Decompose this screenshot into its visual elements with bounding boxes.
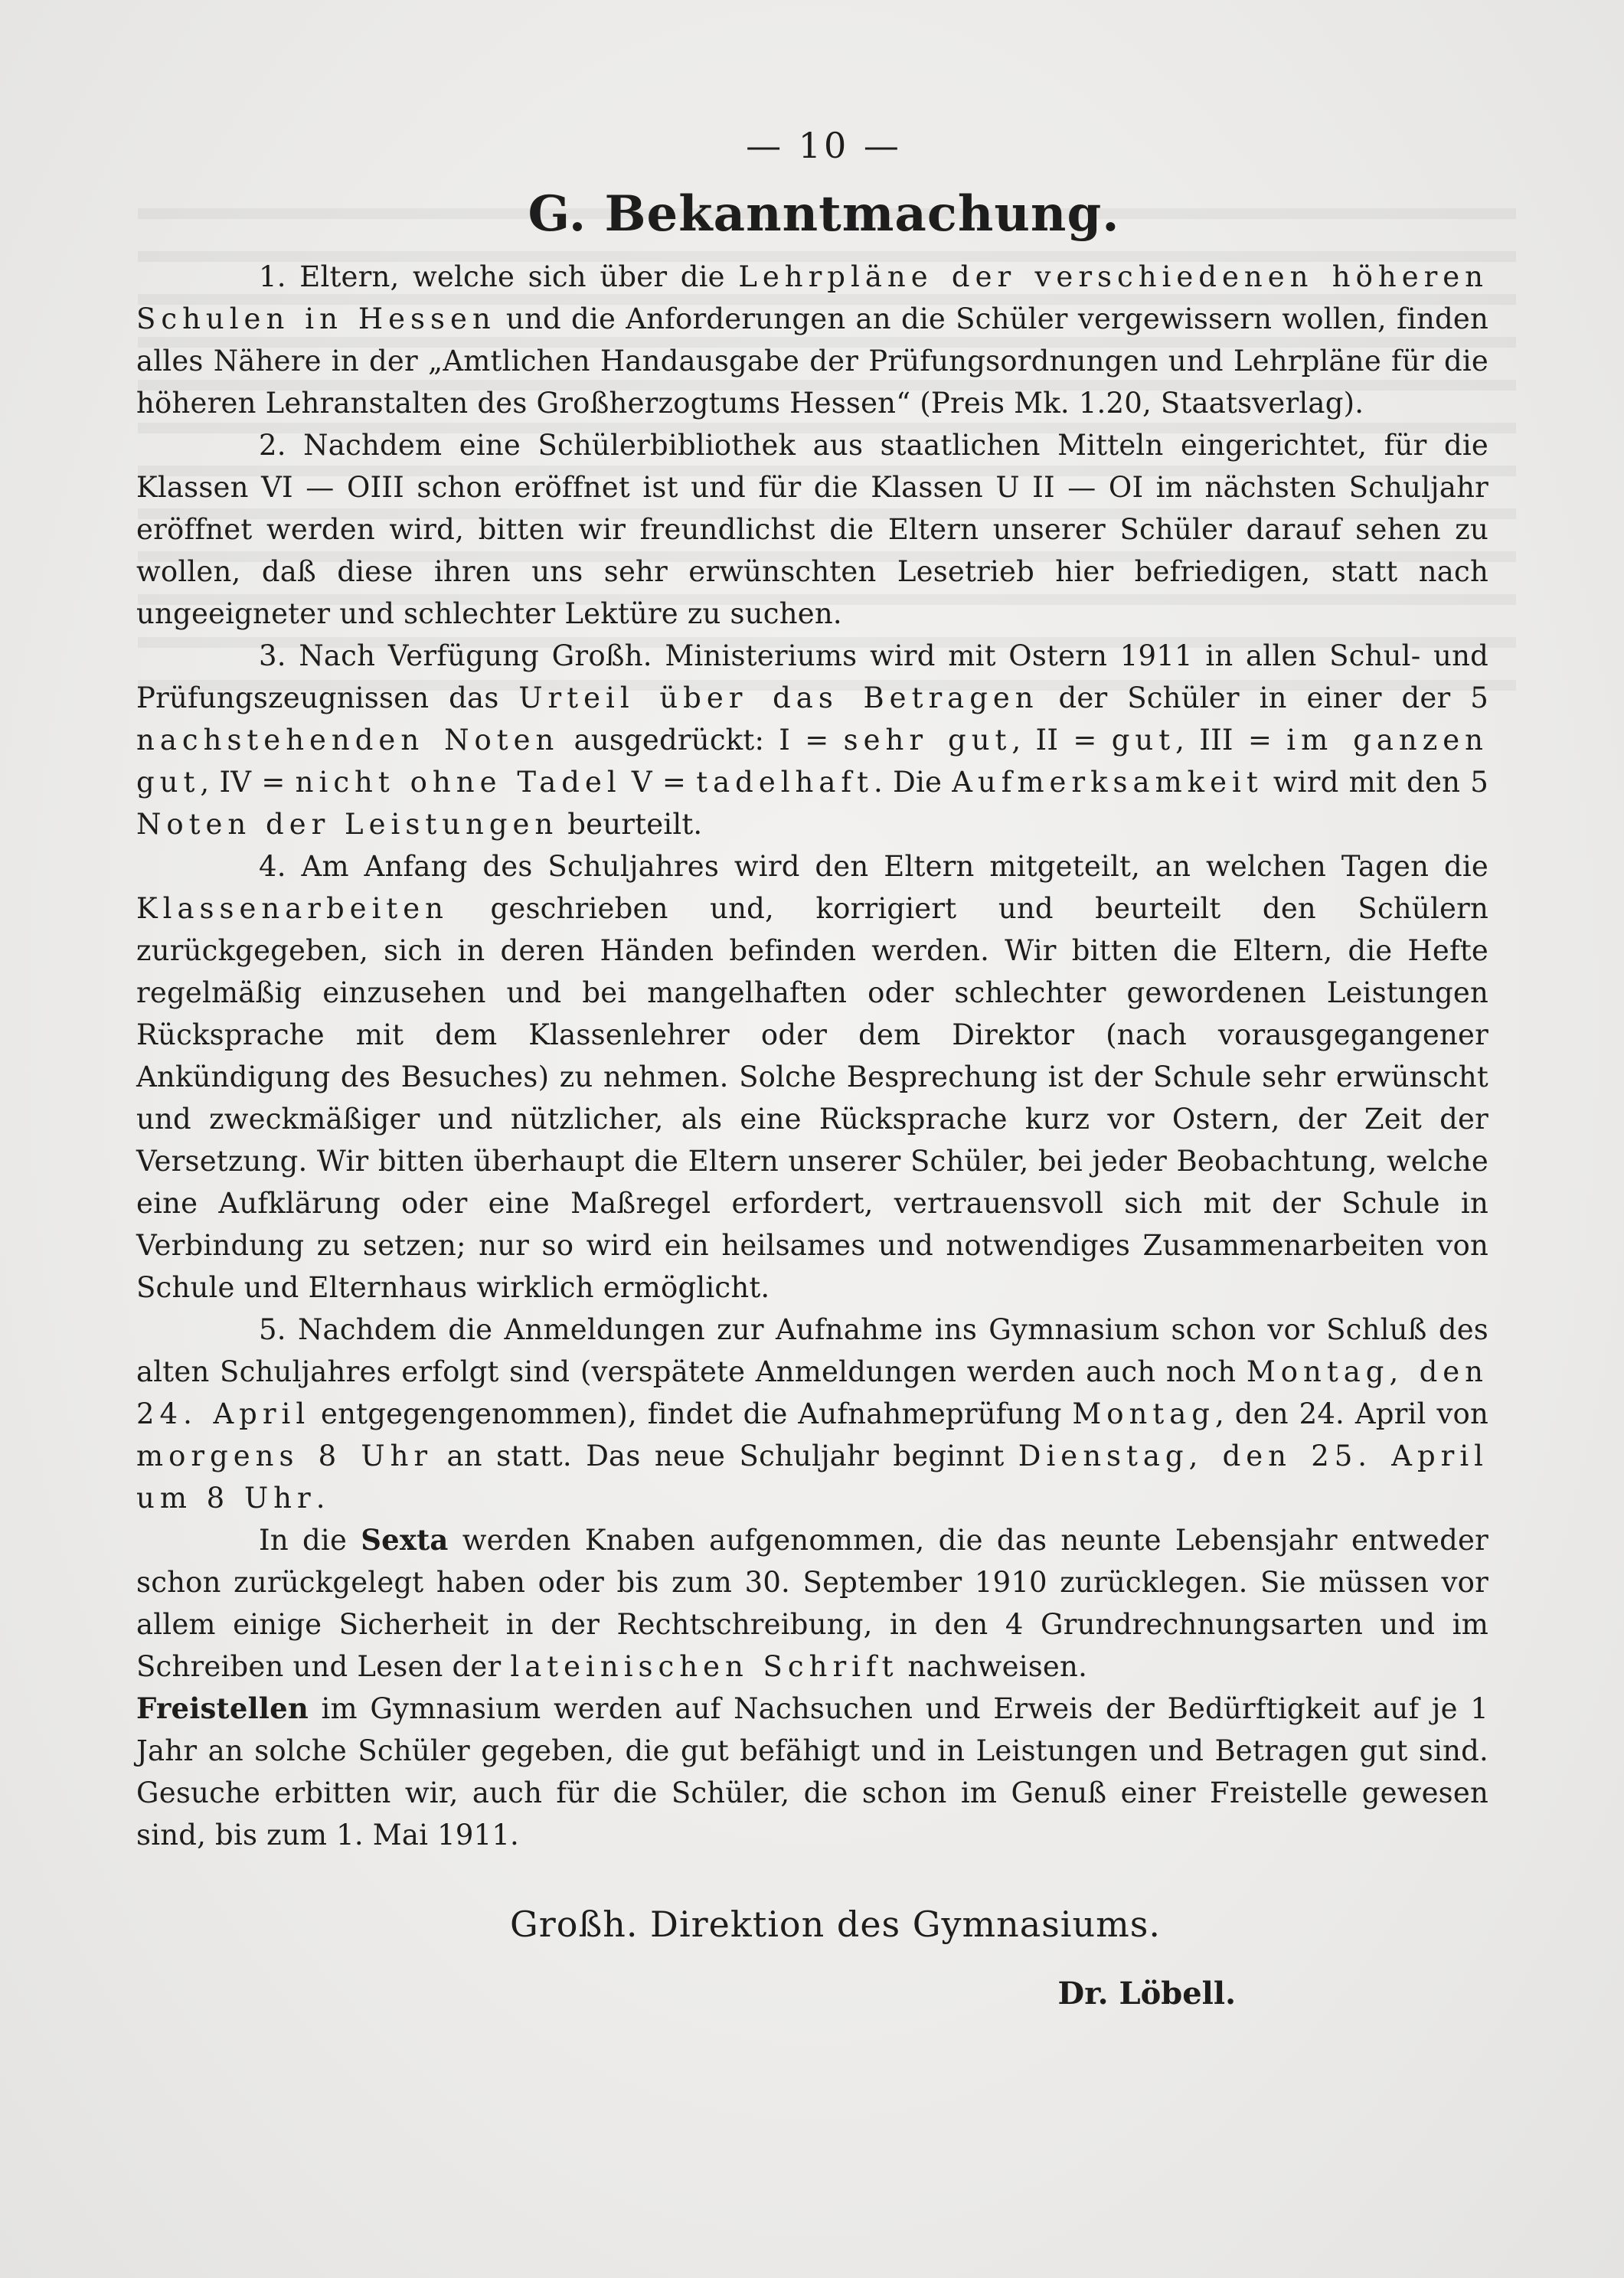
paragraph-4 bbox=[136, 845, 1488, 1309]
paragraph-2 bbox=[136, 424, 1488, 635]
spaced-emphasis: Klassenarbeiten bbox=[136, 892, 449, 925]
text-run: . Die bbox=[874, 766, 953, 799]
text-run: ausgedrückt: I = bbox=[559, 724, 844, 757]
spaced-emphasis: sehr gut bbox=[843, 724, 1012, 757]
spaced-emphasis: Montag bbox=[1072, 1397, 1215, 1430]
text-run: 1. Eltern, welche sich über die bbox=[259, 260, 739, 293]
text-run: , IV = bbox=[200, 766, 296, 799]
text-run: In die bbox=[259, 1524, 361, 1557]
signature-office: Großh. Direktion des Gymnasiums. bbox=[510, 1904, 1161, 1945]
page-content bbox=[136, 123, 1488, 2017]
spaced-emphasis: gut bbox=[1111, 724, 1176, 757]
text-run: . bbox=[315, 1482, 325, 1515]
text-run: an statt. Das neue Schuljahr beginnt bbox=[433, 1440, 1018, 1472]
spaced-emphasis: im ganzen gut bbox=[136, 724, 1488, 799]
text-run: werden Knaben aufgenommen, die das neunte Lebensjahr entweder schon zurückgelegt haben oder bis zum 30. September 1910 zurücklegen. Sie müssen vor allem einige Sicherheit in der Rechtschreibung, in den 4 Grundrechnungsarten und im Schreiben und Lesen der bbox=[136, 1524, 1488, 1683]
spaced-emphasis: Dienstag, den 25. April um 8 Uhr bbox=[136, 1440, 1488, 1515]
bold-emphasis: Sexta bbox=[361, 1523, 449, 1557]
spaced-emphasis: Noten der Leistungen bbox=[136, 808, 559, 841]
text-run: und die Anforderungen an die Schüler vergewissern wollen, finden alles Nähere in der „Amtlichen Handausgabe der Prüfungsordnungen und Lehrpläne für die höheren Lehranstalten des Großherzogtums Hessen“ (Preis Mk. 1.20, Staatsverlag). bbox=[136, 302, 1489, 420]
paragraph-freistellen bbox=[136, 1688, 1488, 1856]
text-run: 4. Am Anfang des Schuljahres wird den Eltern mitgeteilt, an welchen Tagen die bbox=[259, 850, 1488, 883]
paragraph-sexta bbox=[136, 1519, 1488, 1688]
paragraph-1 bbox=[136, 256, 1488, 424]
page-number: — 10 — bbox=[746, 125, 902, 166]
text-run: , III = bbox=[1175, 724, 1287, 757]
text-run: nachweisen. bbox=[898, 1650, 1088, 1683]
spaced-emphasis: Aufmerksamkeit bbox=[952, 766, 1263, 799]
text-run: V = bbox=[621, 766, 697, 799]
section-heading: G. Bekanntmachung. bbox=[528, 185, 1120, 243]
text-run: 3. Nach Verfügung Großh. Ministeriums wird mit Ostern 1911 in allen Schul- und Prüfungszeugnissen das bbox=[136, 639, 1488, 714]
spaced-emphasis: lateinischen Schrift bbox=[510, 1650, 899, 1683]
spaced-emphasis: tadelhaft bbox=[696, 766, 874, 799]
paragraph-5 bbox=[136, 1309, 1488, 1519]
spaced-emphasis: morgens 8 Uhr bbox=[136, 1440, 433, 1472]
text-run: der Schüler in einer der 5 bbox=[1038, 681, 1489, 714]
text-run: geschrieben und, korrigiert und beurteilt den Schülern zurückgegeben, sich in deren Händen befinden werden. Wir bitten die Eltern, die Hefte regelmäßig einzusehen und bei mangelhaften oder schlechter gewordenen Leistungen Rücksprache mit dem Klassenlehrer oder dem Direktor (nach vorausgegangener Ankündigung des Besuches) zu nehmen. Solche Besprechung ist der Schule sehr erwünscht und zweckmäßiger und nützlicher, als eine Rücksprache kurz vor Ostern, der Zeit der Versetzung. Wir bitten überhaupt die Eltern unserer Schüler, bei jeder Beobachtung, welche eine Aufklärung oder eine Maßregel erfordert, vertrauensvoll sich mit der Schule in Verbindung zu setzen; nur so wird ein heilsames und notwendiges Zusammenarbeiten von Schule und Elternhaus wirklich ermöglicht. bbox=[136, 892, 1488, 1304]
text-run: 2. Nachdem eine Schülerbibliothek aus staatlichen Mitteln eingerichtet, für die Klassen VI — OIII schon eröffnet ist und für die Klassen U II — OI im nächsten Schuljahr eröffnet werden wird, bitten wir freundlichst die Eltern unserer Schüler darauf sehen zu wollen, daß diese ihren uns sehr erwünschten Lesetrieb hier befriedigen, statt nach ungeeigneter und schlechter Lektüre zu suchen. bbox=[136, 429, 1488, 630]
text-run: entgegengenommen), findet die Aufnahmeprüfung bbox=[310, 1397, 1073, 1430]
bold-emphasis: Freistellen bbox=[136, 1691, 309, 1725]
spaced-emphasis: Lehrpläne der verschiedenen höheren Schulen in Hessen bbox=[136, 260, 1488, 335]
paragraph-3 bbox=[136, 635, 1488, 845]
text-run: im Gymnasium werden auf Nachsuchen und Erweis der Bedürftigkeit auf je 1 Jahr an solche Schüler gegeben, die gut befähigt und in Leistungen und Betragen gut sind. Gesuche erbitten wir, auch für die Schüler, die schon im Genuß einer Freistelle gewesen sind, bis zum 1. Mai 1911. bbox=[136, 1692, 1488, 1851]
text-run: wird mit den 5 bbox=[1263, 766, 1488, 799]
text-run: 5. Nachdem die Anmeldungen zur Aufnahme ins Gymnasium schon vor Schluß des alten Schuljahres erfolgt sind (verspätete Anmeldungen werden auch noch bbox=[136, 1313, 1488, 1388]
text-run: beurteilt. bbox=[558, 808, 703, 841]
spaced-emphasis: nachstehenden Noten bbox=[136, 724, 560, 757]
text-run: , II = bbox=[1011, 724, 1112, 757]
spaced-emphasis: Urteil über das Betragen bbox=[518, 681, 1039, 714]
spaced-emphasis: nicht ohne Tadel bbox=[295, 766, 622, 799]
text-run: , den 24. April von bbox=[1215, 1397, 1488, 1430]
spaced-emphasis: Montag, den 24. April bbox=[136, 1355, 1488, 1430]
signature-name: Dr. Löbell. bbox=[1057, 1976, 1236, 2012]
